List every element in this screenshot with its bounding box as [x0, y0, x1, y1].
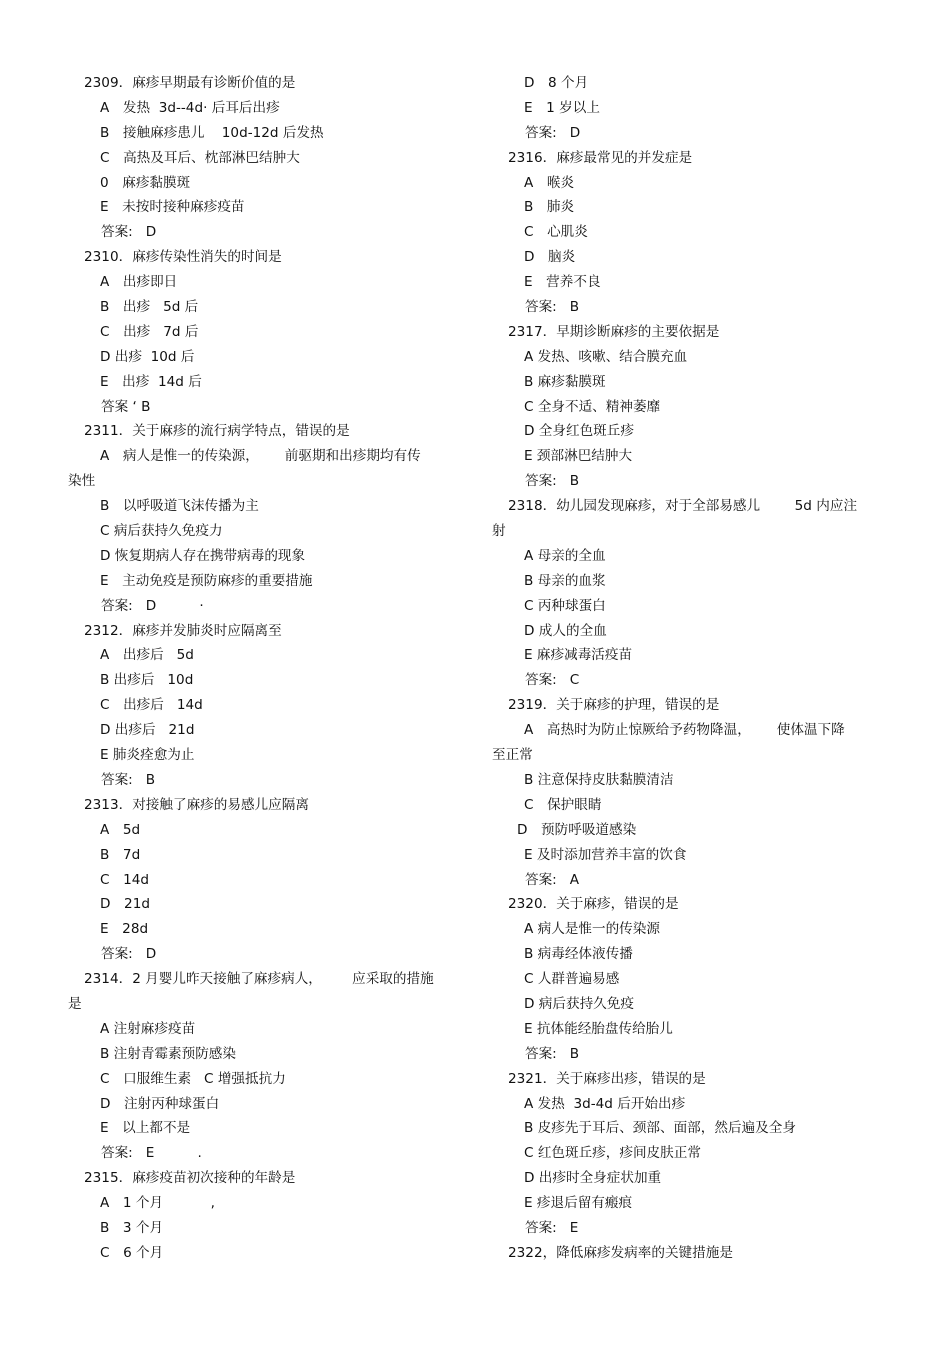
option-line: A 发热、咳嗽、结合膜充血	[524, 348, 688, 365]
option-line: B 皮疹先于耳后、颈部、面部，然后遍及全身	[524, 1120, 796, 1137]
option-line: B 母亲的血浆	[524, 572, 606, 589]
option-line: A 1 个月 ,	[100, 1195, 215, 1212]
answer-line: 答案: D	[101, 946, 157, 963]
option-line: B 7d	[100, 846, 141, 863]
option-line: B 肺炎	[524, 199, 575, 216]
option-line: C 出疹后 14d	[100, 697, 203, 714]
answer-line: 答案: B	[101, 771, 156, 788]
option-line: E 麻疹减毒活疫苗	[524, 647, 633, 664]
option-line: D 出疹后 21d	[100, 722, 195, 739]
option-line: B 出疹后 10d	[100, 672, 194, 689]
option-line: A 病人是惟一的传染源	[524, 921, 660, 938]
question-line: 2321．关于麻疹出疹，错误的是	[508, 1070, 706, 1087]
option-line: E 肺炎痊愈为止	[100, 747, 195, 764]
option-line: C 出疹 7d 后	[100, 323, 199, 340]
answer-line: 答案: A	[525, 871, 580, 888]
option-line: B 3 个月	[100, 1219, 164, 1236]
option-line: D 21d	[100, 896, 150, 913]
option-line: D 出疹时全身症状加重	[524, 1170, 662, 1187]
question-line: 2315．麻疹疫苗初次接种的年龄是	[84, 1170, 296, 1187]
answer-line: 答案: C	[525, 672, 580, 689]
option-line: B 注射青霉素预防感染	[100, 1045, 236, 1062]
option-line: D 出疹 10d 后	[100, 348, 195, 365]
option-line: D 全身红色斑丘疹	[524, 423, 634, 440]
question-line: 2322，降低麻疹发病率的关键措施是	[508, 1244, 733, 1261]
option-line: A 发热 3d-4d 后开始出疹	[524, 1095, 686, 1112]
option-line: D 病后获持久免疫	[524, 995, 634, 1012]
option-line: D 成人的全血	[524, 622, 607, 639]
option-line: C 保护眼睛	[524, 796, 602, 813]
option-line: 0 麻疹黏膜斑	[100, 174, 191, 191]
answer-line: 答案: D	[525, 124, 581, 141]
option-line: B 病毒经体液传播	[524, 946, 633, 963]
answer-line: 答案: E .	[101, 1145, 202, 1162]
option-line: B 接触麻疹患儿 10d-12d 后发热	[100, 124, 324, 141]
option-line: C 红色斑丘疹，疹间皮肤正常	[524, 1145, 701, 1162]
option-line: B 麻疹黏膜斑	[524, 373, 606, 390]
option-line: A 注射麻疹疫苗	[100, 1020, 196, 1037]
answer-line: 答案: B	[525, 473, 580, 490]
answer-line: 答案: D ·	[101, 597, 204, 614]
option-line: E 营养不良	[524, 274, 601, 291]
option-line: E 主动免疫是预防麻疹的重要措施	[100, 572, 313, 589]
option-line: E 28d	[100, 921, 149, 938]
wrapped-line: 射	[492, 523, 506, 540]
option-line: E 出疹 14d 后	[100, 373, 202, 390]
question-line: 2318．幼儿园发现麻疹，对于全部易感儿 5d 内应注	[508, 498, 858, 515]
option-line: A 高热时为防止惊厥给予药物降温， 使体温下降	[524, 722, 845, 739]
option-line: A 出疹后 5d	[100, 647, 194, 664]
option-line: A 母亲的全血	[524, 547, 606, 564]
answer-line: 答案: B	[525, 1045, 580, 1062]
answer-line: 答案: D	[101, 224, 157, 241]
option-line: C 高热及耳后、枕部淋巴结肿大	[100, 149, 300, 166]
question-line: 2313．对接触了麻疹的易感儿应隔离	[84, 796, 309, 813]
answer-line: 答案 ‘ B	[101, 398, 151, 415]
option-line: D 注射丙种球蛋白	[100, 1095, 220, 1112]
option-line: E 未按时接种麻疹疫苗	[100, 199, 245, 216]
answer-line: 答案: B	[525, 299, 580, 316]
option-line: B 注意保持皮肤黏膜清洁	[524, 771, 674, 788]
option-line: A 出疹即日	[100, 274, 178, 291]
option-line: E 及时添加营养丰富的饮食	[524, 846, 687, 863]
question-line: 2314．2 月婴儿昨天接触了麻疹病人， 应采取的措施	[84, 971, 434, 988]
option-line: D 预防呼吸道感染	[517, 821, 637, 838]
option-line: C 口服维生素 C 增强抵抗力	[100, 1070, 286, 1087]
question-line: 2317．早期诊断麻疹的主要依据是	[508, 323, 720, 340]
question-line: 2320．关于麻疹，错误的是	[508, 896, 679, 913]
option-line: E 疹退后留有瘢痕	[524, 1195, 633, 1212]
option-line: B 出疹 5d 后	[100, 299, 199, 316]
question-line: 2311．关于麻疹的流行病学特点，错误的是	[84, 423, 350, 440]
option-line: E 抗体能经胎盘传给胎儿	[524, 1020, 673, 1037]
wrapped-line: 至正常	[492, 747, 533, 764]
option-line: C 人群普遍易感	[524, 971, 620, 988]
right-column	[492, 71, 882, 1266]
answer-line: 答案: E	[525, 1219, 579, 1236]
option-line: C 6 个月	[100, 1244, 164, 1261]
option-line: E 以上都不是	[100, 1120, 191, 1137]
option-line: D 脑炎	[524, 249, 576, 266]
question-line: 2316．麻疹最常见的并发症是	[508, 149, 693, 166]
question-line: 2312．麻疹并发肺炎时应隔离至	[84, 622, 282, 639]
option-line: D 8 个月	[524, 75, 589, 91]
question-line: 2319．关于麻疹的护理，错误的是	[508, 697, 720, 714]
wrapped-line: 染性	[68, 473, 96, 490]
option-line: A 5d	[100, 821, 141, 838]
option-line: C 心肌炎	[524, 224, 588, 241]
option-line: E 颈部淋巴结肿大	[524, 448, 633, 465]
option-line: C 全身不适、精神萎靡	[524, 398, 661, 415]
question-line: 2309．麻疹早期最有诊断价值的是	[84, 75, 296, 91]
option-line: A 发热 3d--4d· 后耳后出疹	[100, 99, 280, 116]
option-line: E 1 岁以上	[524, 99, 600, 116]
option-line: A 病人是惟一的传染源， 前驱期和出疹期均有传	[100, 448, 421, 465]
wrapped-line: 是	[68, 995, 82, 1012]
left-column	[68, 71, 453, 1266]
option-line: B 以呼吸道飞沫传播为主	[100, 498, 259, 515]
option-line: C 丙种球蛋白	[524, 597, 606, 614]
option-line: C 病后获持久免疫力	[100, 523, 223, 540]
question-line: 2310．麻疹传染性消失的时间是	[84, 249, 282, 266]
option-line: C 14d	[100, 871, 150, 888]
option-line: A 喉炎	[524, 174, 575, 191]
option-line: D 恢复期病人存在携带病毒的现象	[100, 547, 306, 564]
